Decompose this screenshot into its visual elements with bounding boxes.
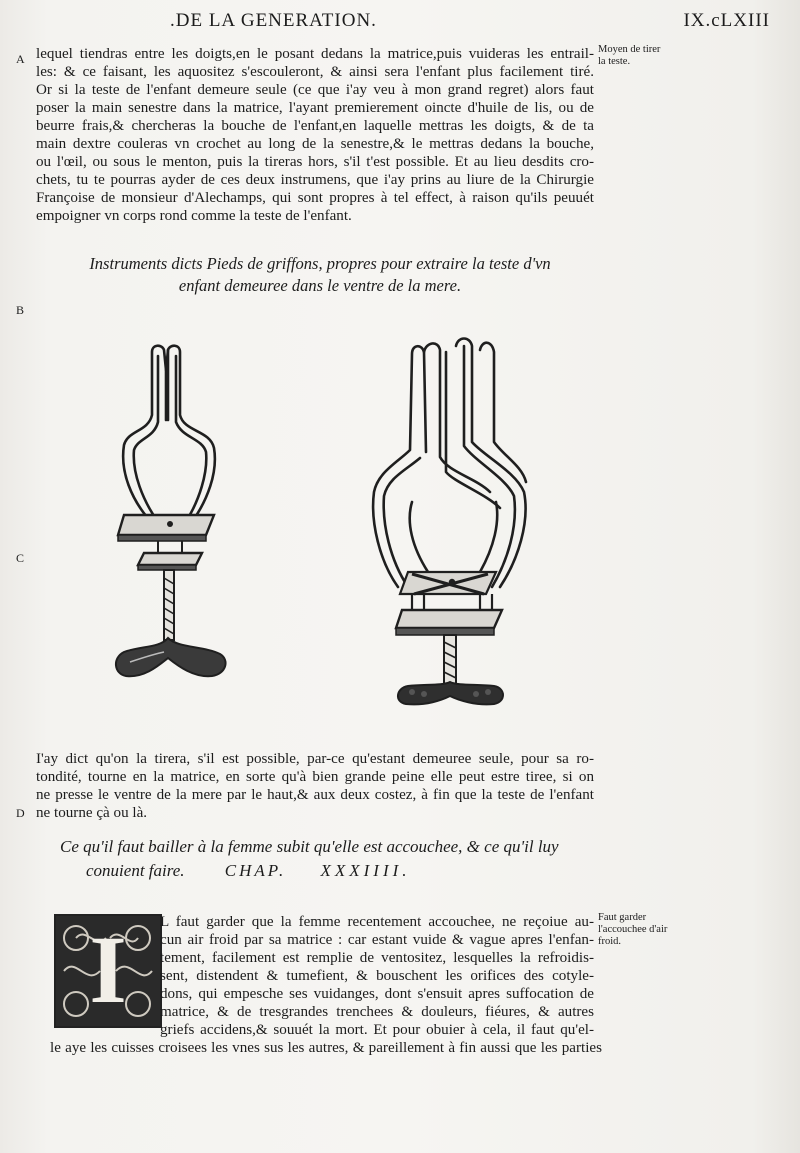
- text-line: poser la main senestre dans la matrice, l'ayant premierement oincte d'huile de lis, ou de: [36, 100, 594, 116]
- text-line: cun air froid par sa matrice : car estant vuide & vague apres l'enfan-: [160, 932, 594, 948]
- decorated-initial: [54, 914, 162, 1028]
- text-line: tement, facilement est remplie de ventositez, lesquelles la refroidis-: [160, 950, 594, 966]
- text-line: dons, qui empesche ses vuidanges, dont s'ensuit apres suffocation de: [160, 986, 594, 1002]
- paragraph-cold-air: [160, 913, 594, 1039]
- text-line: Françoise de monsieur d'Alechamps, qui sont propres à tel effect, à raison qu'ils peuuét: [36, 190, 594, 206]
- text-line: les: & ce faisant, les aquositez s'escouleront, & ainsi sera l'enfant plus facilement tiré.: [36, 64, 594, 80]
- text-line: chets, tu te pourras ayder de ces deux instrumens, que i'ay prins au liure de la Chirurgie: [36, 172, 594, 188]
- chapter-number: XXXIIII.: [320, 861, 411, 880]
- chapter-title-line: Ce qu'il faut bailler à la femme subit qu'elle est accouchee, & ce qu'il luy: [60, 837, 559, 856]
- text-line: sent, distendent & tumefient, & bouschent les orifices des cotyle-: [160, 968, 594, 984]
- margin-note-extraction: Moyen de tirer la teste.: [598, 44, 661, 67]
- section-letter-c: C: [16, 551, 25, 565]
- chapter-title-end: conuient faire.: [86, 861, 185, 880]
- text-line: matrice, & de tresgrandes trenchees & douleurs, fiéures, & autres: [160, 1004, 594, 1020]
- chapter-heading: [60, 835, 580, 883]
- text-line: lequel tiendras entre les doigts,en le posant dedans la matrice,puis vuideras les entrail-: [36, 46, 594, 62]
- chapter-title-line: [60, 859, 580, 883]
- text-line: I'ay dict qu'on la tirera, s'il est possible, par-ce qu'estant demeuree seule, pour sa ro-: [36, 751, 594, 767]
- text-line: Or si la teste de l'enfant demeure seule (ce que i'ay veu à mon grand regret) alors faut: [36, 82, 594, 98]
- text-line: L faut garder que la femme recentement accouchee, ne reçoiue au-: [160, 914, 594, 930]
- griffon-instrument-left: [110, 340, 240, 685]
- text-line: main dextre couleras vn crochet au long de la senestre,& le mettras dedans la bouche,: [36, 136, 594, 152]
- section-letter-d: D: [16, 806, 25, 820]
- text-line: empoigner vn corps rond comme la teste de l'enfant.: [36, 208, 352, 224]
- griffon-instrument-right: [368, 332, 538, 710]
- chapter-label: CHAP.: [224, 861, 287, 880]
- caption-line: Instruments dicts Pieds de griffons, propres pour extraire la teste d'vn: [89, 254, 551, 273]
- text-line: ne tourne çà ou là.: [36, 805, 148, 821]
- text-line: le aye les cuisses croisees les vnes sus les autres, & pareillement à fin aussi que les parties: [50, 1040, 602, 1056]
- text-line: ou l'œil, ou sous le menton, puis la tireras hors, s'il t'est possible. Et au lieu desdits cro-: [36, 154, 594, 170]
- margin-note-cold-air: Faut garder l'accouchee d'air froid.: [598, 912, 668, 947]
- running-title: .DE LA GENERATION.: [170, 10, 377, 31]
- section-letter-a: A: [16, 52, 25, 66]
- caption-line: enfant demeuree dans le ventre de la mere.: [178, 276, 462, 295]
- running-header: [170, 4, 770, 34]
- folio-number: IX.cLXIII: [683, 10, 770, 31]
- initial-letter: I: [89, 916, 127, 1023]
- paragraph-extraction: [36, 45, 594, 225]
- text-line: tondité, tourne en la matrice, en sorte qu'à bien grande peine elle peut estre tiree, si on: [36, 769, 594, 785]
- section-letter-b: B: [16, 303, 25, 317]
- paragraph-cold-air-continued: [50, 1039, 602, 1057]
- paragraph-rotation: [36, 750, 594, 822]
- text-line: griefs accidens,& souuét la mort. Et pour obuier à cela, il faut qu'el-: [160, 1022, 594, 1038]
- figure-caption: [60, 253, 580, 297]
- text-line: ne presse le ventre de la mere par le haut,& aux deux costez, à fin que la teste de l'enfant: [36, 787, 594, 803]
- text-line: beurre frais,& chercheras la bouche de l'enfant,en laquelle mettras les doigts, & de ta: [36, 118, 594, 134]
